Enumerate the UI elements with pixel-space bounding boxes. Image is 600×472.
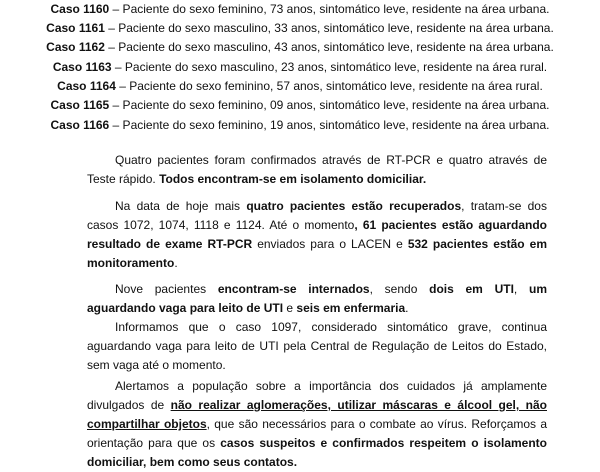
text-run: , sendo xyxy=(369,282,430,296)
text-run: , que são necessários para o combate ao vírus. Reforçamos a orientação para que os xyxy=(87,417,547,450)
bold-run: dois em UTI xyxy=(429,282,514,296)
paragraph-text: Informamos que o caso 1097, considerado sintomático grave, continua aguardando vaga para leito de UTI pela Central de Regulação de Leitos do Estado, sem vaga até o momento. xyxy=(87,320,547,372)
bold-run: um aguardando vaga para leito de UTI xyxy=(87,282,547,315)
text-run: Nove pacientes xyxy=(115,282,218,296)
case-line xyxy=(0,20,600,36)
case-label: Caso 1166 xyxy=(50,118,110,132)
bold-run: casos suspeitos e confirmados respeitem o isolamento domiciliar, bem como seus contatos. xyxy=(87,436,547,469)
case-label: Caso 1162 xyxy=(46,40,105,54)
paragraph-text: Quatro pacientes foram confirmados através de RT-PCR e quatro através de Teste rápido. xyxy=(87,153,547,186)
case-description: – Paciente do sexo masculino, 43 anos, sintomático leve, residente na área urbana. xyxy=(104,40,554,54)
bold-run: 532 pacientes estão em monitoramento xyxy=(87,237,547,270)
case-line xyxy=(0,117,600,133)
case-label: Caso 1160 xyxy=(50,2,110,16)
bold-run: seis em enfermaria xyxy=(296,301,406,315)
text-run: e xyxy=(283,301,297,315)
case-description: – Paciente do sexo feminino, 09 anos, sintomático leve, residente na área urbana. xyxy=(109,98,550,112)
case-line xyxy=(0,78,600,94)
text-run: . xyxy=(405,301,409,315)
bold-run: , 61 pacientes estão aguardando resultado de exame RT-PCR xyxy=(87,218,547,251)
text-run: Na data de hoje mais xyxy=(115,199,247,213)
case-line xyxy=(0,39,600,55)
paragraph-recovered xyxy=(87,197,547,273)
text-run: , tratam-se dos casos 1072, 1074, 1118 e 1124. Até o momento xyxy=(87,199,547,232)
text-run: , xyxy=(513,282,529,296)
case-line xyxy=(0,97,600,113)
case-label: Caso 1161 xyxy=(46,21,105,35)
bold-run: quatro pacientes estão recuperados xyxy=(246,199,462,213)
paragraph-severe-case xyxy=(87,318,547,375)
paragraph-alert xyxy=(87,377,547,472)
case-line xyxy=(0,1,600,17)
underlined-run: não realizar aglomerações, utilizar máscaras e álcool gel, não compartilhar objetos xyxy=(87,398,547,431)
case-description: – Paciente do sexo masculino, 23 anos, sintomático leve, residente na área rural. xyxy=(111,60,548,74)
paragraph-hospitalized xyxy=(87,280,547,318)
case-description: – Paciente do sexo feminino, 57 anos, sintomático leve, residente na área rural. xyxy=(115,79,543,93)
text-run: Alertamos a população sobre a importância dos cuidados já amplamente divulgados de xyxy=(87,379,547,412)
body-text xyxy=(87,151,547,472)
bold-run: encontram-se internados xyxy=(217,282,370,296)
case-description: – Paciente do sexo masculino, 33 anos, sintomático leve, residente na área urbana. xyxy=(104,21,554,35)
case-label: Caso 1164 xyxy=(57,79,116,93)
paragraph-bold: Todos encontram-se em isolamento domiciliar. xyxy=(159,172,427,186)
text-run: enviados para o LACEN e xyxy=(252,237,408,251)
case-line xyxy=(0,59,600,75)
text-run: . xyxy=(174,256,178,270)
case-description: – Paciente do sexo feminino, 73 anos, sintomático leve, residente na área urbana. xyxy=(109,2,550,16)
case-label: Caso 1163 xyxy=(52,60,112,74)
paragraph-confirmations xyxy=(87,151,547,189)
case-label: Caso 1165 xyxy=(50,98,110,112)
case-description: – Paciente do sexo feminino, 19 anos, sintomático leve, residente na área urbana. xyxy=(109,118,550,132)
